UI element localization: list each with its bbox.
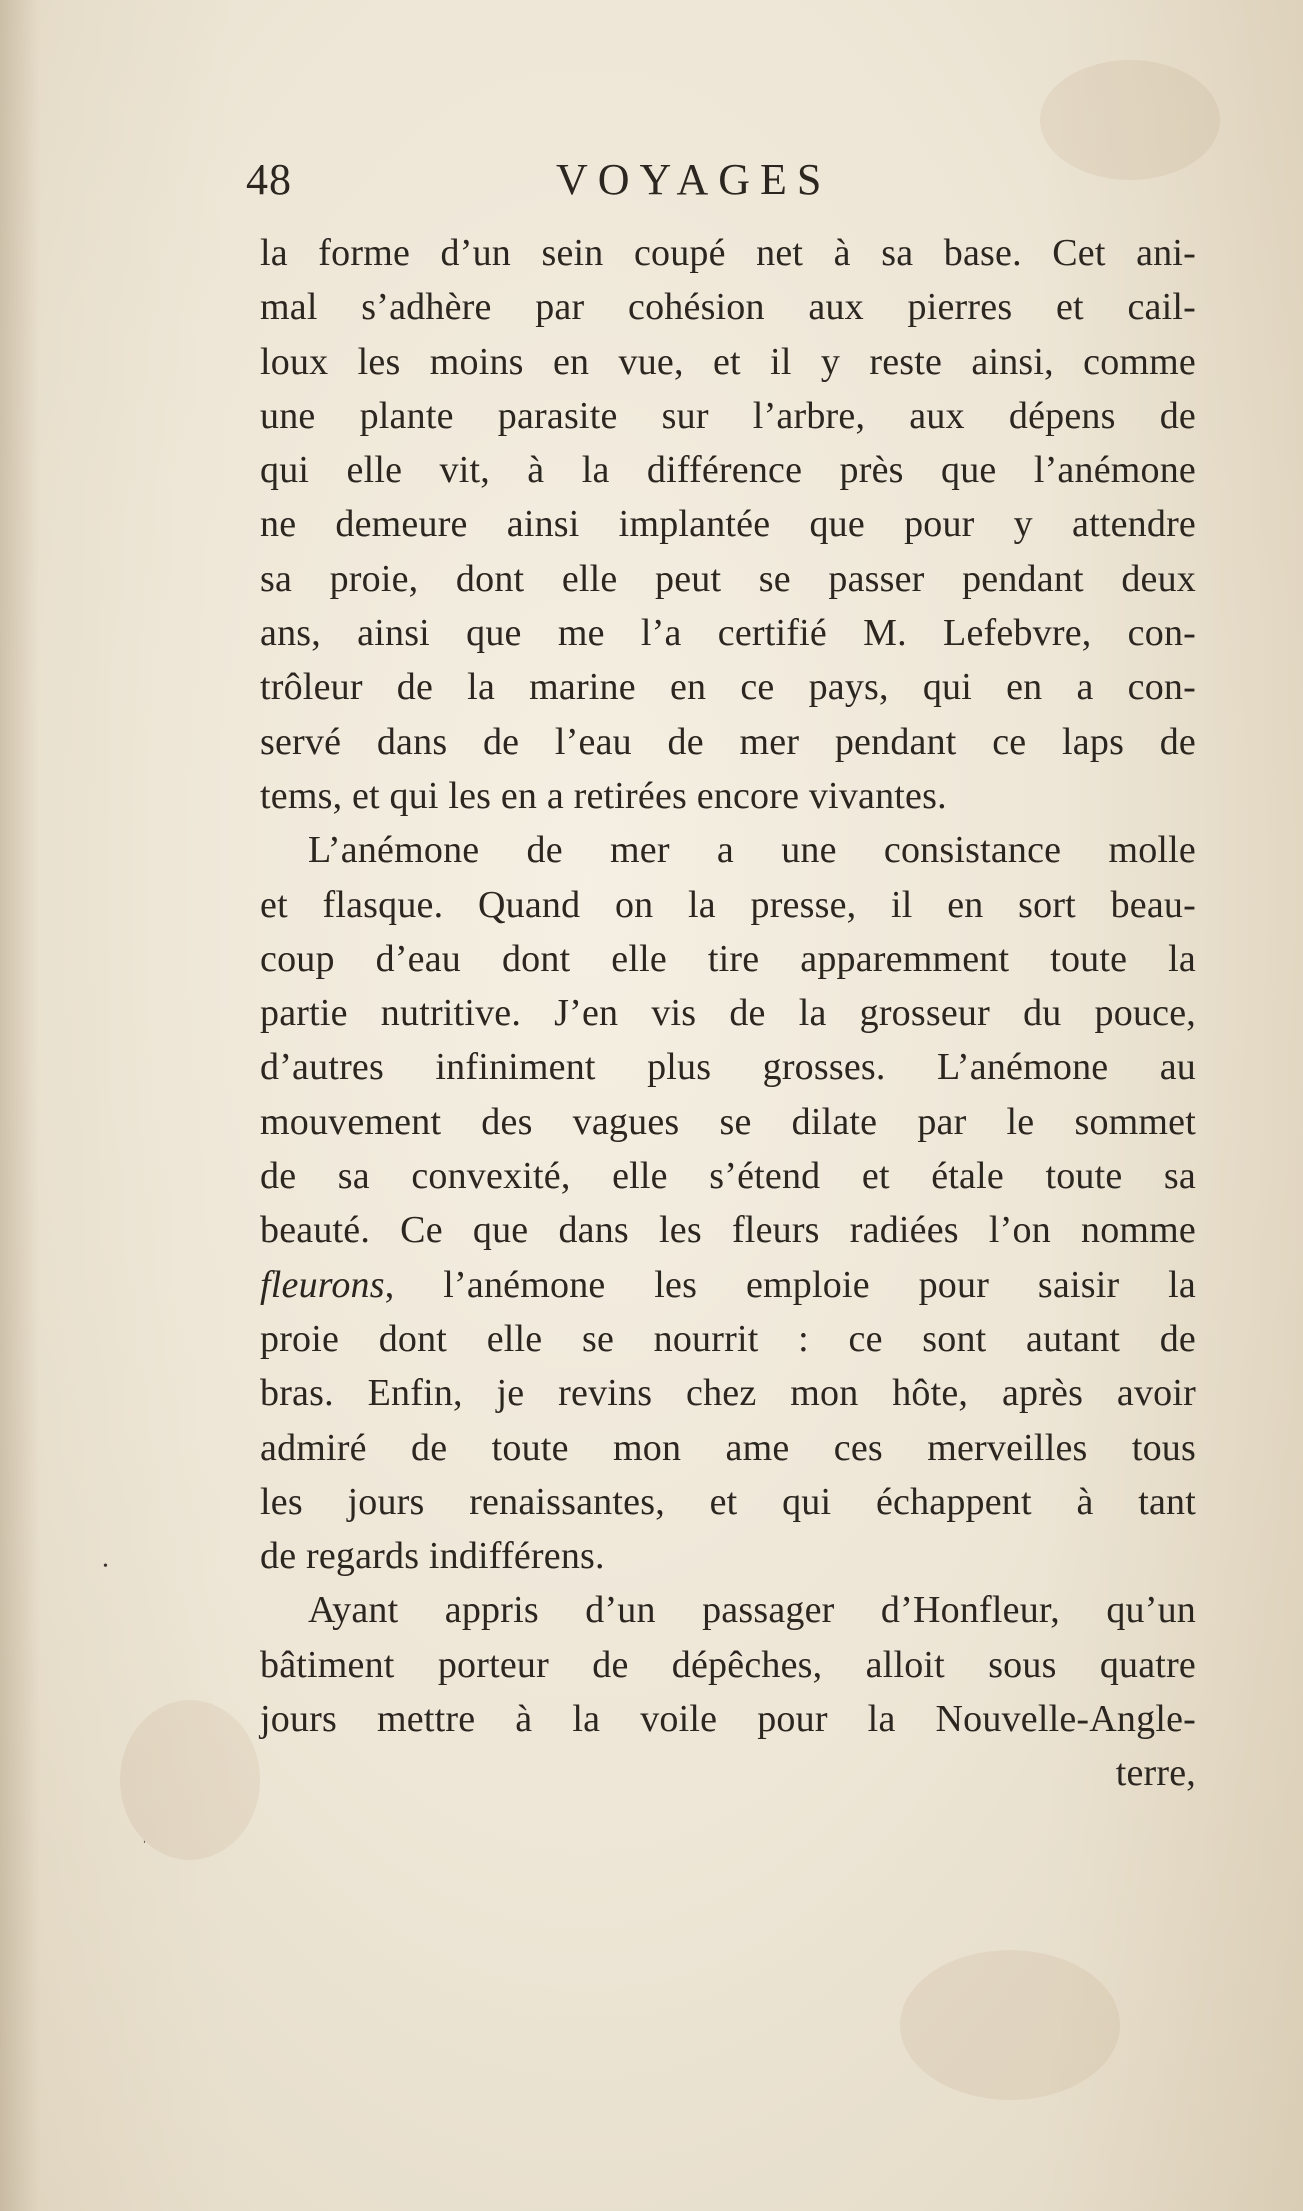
- page-number: 48: [246, 155, 292, 204]
- text-line: jours mettre à la voile pour la Nouvelle-Angle-: [260, 1698, 1196, 1741]
- text-line: loux les moins en vue, et il y reste ainsi, comme: [260, 340, 1196, 383]
- text-line: bras. Enfin, je revins chez mon hôte, après avoir: [260, 1372, 1196, 1415]
- text-line: trôleur de la marine en ce pays, qui en a con-: [260, 666, 1196, 709]
- text-line: admiré de toute mon ame ces merveilles tous: [260, 1426, 1196, 1469]
- text-line: bâtiment porteur de dépêches, alloit sous quatre: [260, 1643, 1196, 1686]
- page-header: [240, 150, 1190, 210]
- italic-term: fleurons: [260, 1263, 385, 1306]
- text-line: de regards indifférens.: [260, 1535, 605, 1578]
- text-line: servé dans de l’eau de mer pendant ce laps de: [260, 720, 1196, 763]
- body-text: [260, 226, 1196, 1801]
- catchword-line: terre,: [1115, 1752, 1196, 1795]
- running-head: VOYAGES: [556, 155, 832, 204]
- text-line-with-italic: [260, 1258, 1196, 1312]
- text-line: beauté. Ce que dans les fleurs radiées l’on nomme: [260, 1209, 1196, 1252]
- text-line: tems, et qui les en a retirées encore vivantes.: [260, 774, 947, 817]
- text-line: et flasque. Quand on la presse, il en sort beau-: [260, 883, 1196, 926]
- paragraph-start-line: L’anémone de mer a une consistance molle: [308, 829, 1196, 872]
- paper-speck: ˌ: [142, 1829, 147, 1844]
- text-line: la forme d’un sein coupé net à sa base. Cet ani-: [260, 232, 1196, 274]
- paper-stain: [120, 1700, 260, 1860]
- text-line: partie nutritive. J’en vis de la grosseur du pouce,: [260, 992, 1196, 1035]
- paper-stain: [900, 1950, 1120, 2100]
- text-line: d’autres infiniment plus grosses. L’anémone au: [260, 1046, 1196, 1089]
- text-line: coup d’eau dont elle tire apparemment toute la: [260, 937, 1196, 980]
- gutter-shadow: [0, 0, 40, 2211]
- text-line: mal s’adhère par cohésion aux pierres et cail-: [260, 286, 1196, 329]
- text-fragment: , l’anémone les emploie pour saisir la: [384, 1263, 1196, 1306]
- text-line: ne demeure ainsi implantée que pour y attendre: [260, 503, 1196, 546]
- text-line: une plante parasite sur l’arbre, aux dépens de: [260, 394, 1196, 437]
- text-line: de sa convexité, elle s’étend et étale toute sa: [260, 1155, 1196, 1198]
- paragraph-start-line: Ayant appris d’un passager d’Honfleur, qu’un: [308, 1589, 1196, 1632]
- text-line: proie dont elle se nourrit : ce sont autant de: [260, 1317, 1196, 1360]
- text-line: qui elle vit, à la différence près que l’anémone: [260, 449, 1196, 492]
- text-line: les jours renaissantes, et qui échappent à tant: [260, 1480, 1196, 1523]
- text-line: ans, ainsi que me l’a certifié M. Lefebvre, con-: [260, 612, 1196, 655]
- paper-speck: •: [103, 1559, 108, 1574]
- text-line: mouvement des vagues se dilate par le sommet: [260, 1100, 1196, 1143]
- text-line: sa proie, dont elle peut se passer pendant deux: [260, 557, 1196, 600]
